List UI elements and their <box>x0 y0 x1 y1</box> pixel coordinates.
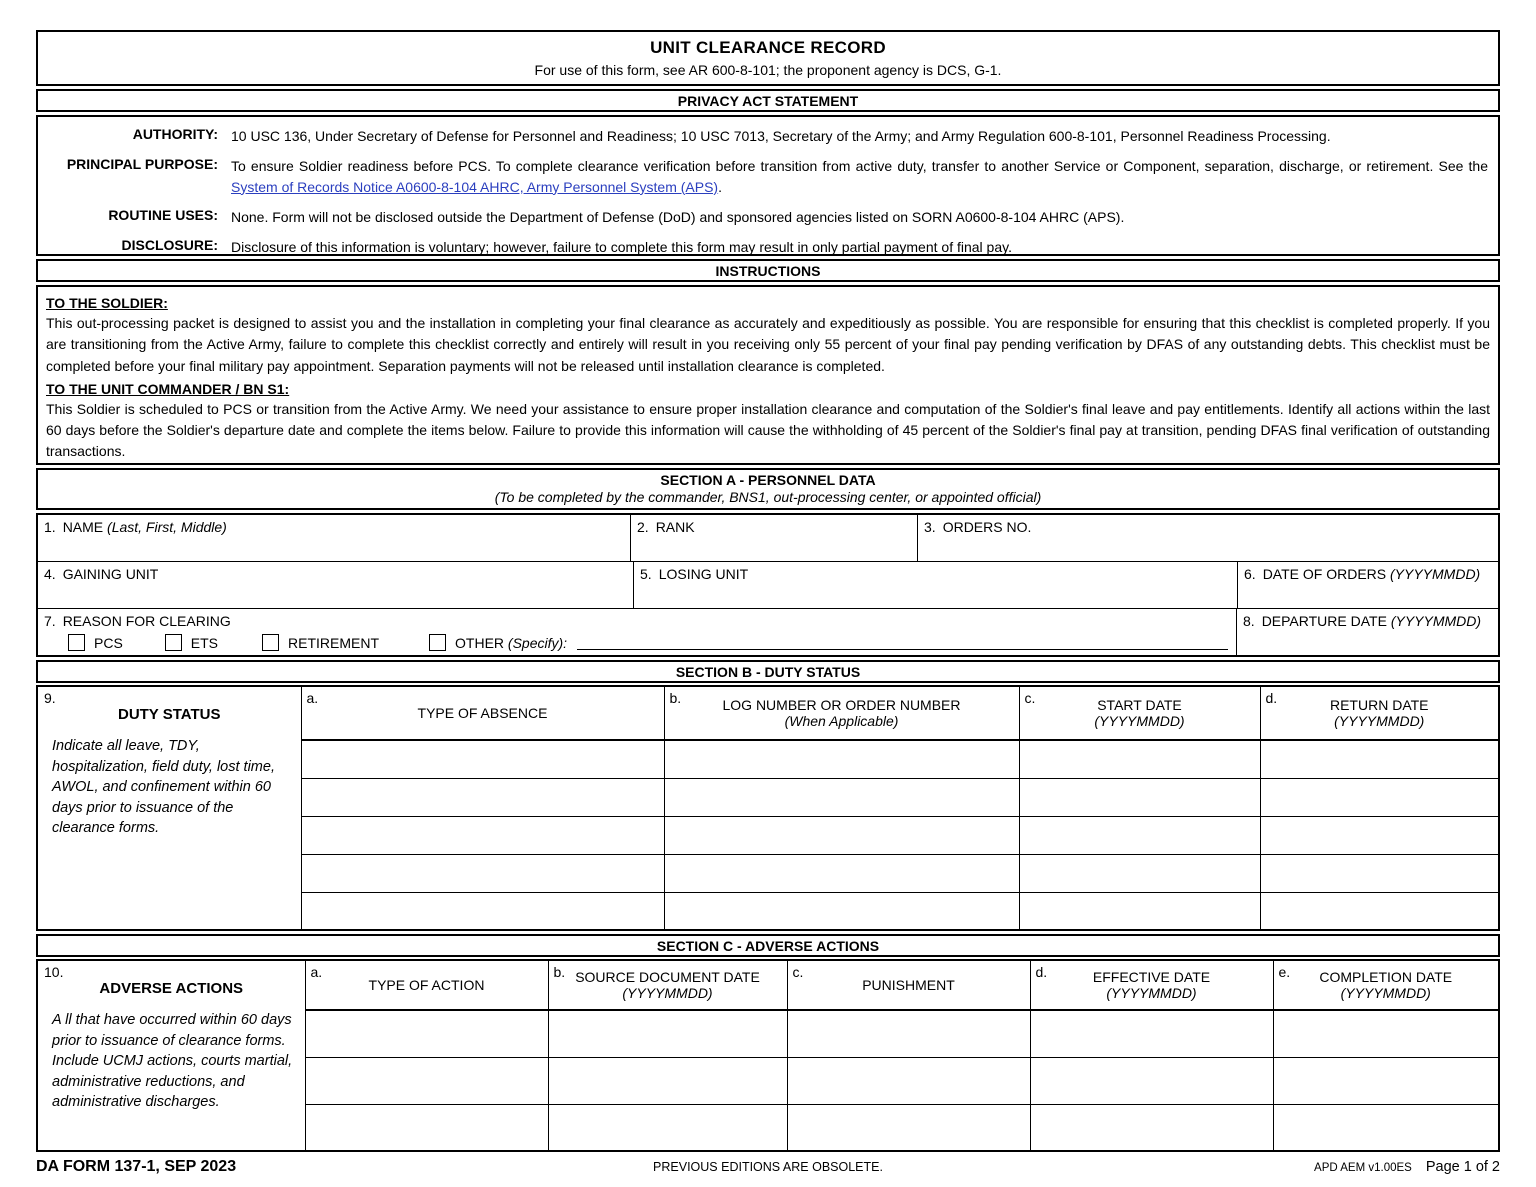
disclosure-text: Disclosure of this information is voluntary; however, failure to complete this form may result in only partial payment of final pay. <box>231 239 1012 256</box>
column-letter: c. <box>792 964 804 980</box>
column-title: TYPE OF ACTION <box>368 977 485 993</box>
duty-status-title: DUTY STATUS <box>117 706 221 723</box>
orders-no-field[interactable] <box>917 515 1498 561</box>
column-letter: b. <box>553 964 566 980</box>
field-number: 1. <box>44 519 56 535</box>
ets-checkbox[interactable] <box>165 634 182 651</box>
section-a-subtitle: (To be completed by the commander, BNS1, out-processing center, or appointed official) <box>494 489 1042 505</box>
pcs-label: PCS <box>94 634 123 651</box>
item-number: 10. <box>44 964 64 980</box>
field-number: 5. <box>640 566 652 582</box>
adverse-actions-title: ADVERSE ACTIONS <box>99 980 244 997</box>
gaining-unit-label: GAINING UNIT <box>62 566 159 582</box>
table-input-cell[interactable] <box>548 1057 787 1104</box>
date-of-orders-field[interactable] <box>1237 562 1498 608</box>
principal-purpose-label: PRINCIPAL PURPOSE: <box>66 156 218 173</box>
reason-for-clearing-field <box>38 609 1236 655</box>
column-letter: e. <box>1278 964 1291 980</box>
privacy-row-principal-purpose <box>38 156 1488 197</box>
other-option <box>429 634 567 651</box>
unit-clearance-form <box>36 30 1500 1181</box>
sorn-link[interactable]: System of Records Notice A0600-8-104 AHRC, Army Personnel System (APS) <box>231 178 719 195</box>
table-input-cell[interactable] <box>1030 1104 1273 1151</box>
table-input-cell[interactable] <box>1019 892 1260 930</box>
duty-status-description: Indicate all leave, TDY, hospitalization, field duty, lost time, AWOL, and confinement within 60 days prior to issuance of the clearance forms. <box>52 738 275 837</box>
adverse-actions-description: A ll that have occurred within 60 days prior to issuance of clearance forms. Include UCMJ actions, courts martial, administrative reductions, and administrative discharges. <box>52 1012 293 1111</box>
column-subtitle: (YYYYMMDD) <box>1334 713 1425 729</box>
table-input-cell[interactable] <box>664 816 1019 854</box>
reason-for-clearing-label: REASON FOR CLEARING <box>62 613 231 629</box>
table-input-cell[interactable] <box>1019 778 1260 816</box>
footer-right <box>1314 1159 1500 1175</box>
retirement-label: RETIREMENT <box>288 634 380 651</box>
column-subtitle: (YYYYMMDD) <box>622 985 713 1001</box>
column-subtitle: (YYYYMMDD) <box>1340 985 1431 1001</box>
gaining-unit-field[interactable] <box>38 562 633 608</box>
retirement-option <box>262 634 379 651</box>
section-b-header: SECTION B - DUTY STATUS <box>36 660 1500 683</box>
other-checkbox[interactable] <box>429 634 446 651</box>
name-label-italic: (Last, First, Middle) <box>107 519 227 535</box>
table-input-cell[interactable] <box>664 778 1019 816</box>
column-subtitle: (YYYYMMDD) <box>1106 985 1197 1001</box>
section-a-row-1 <box>38 515 1498 561</box>
ets-option <box>165 634 218 651</box>
column-title: PUNISHMENT <box>862 977 955 993</box>
pcs-option <box>68 634 123 651</box>
table-input-cell[interactable] <box>1273 1104 1499 1151</box>
column-title: TYPE OF ABSENCE <box>417 705 548 721</box>
to-the-soldier-heading: TO THE SOLDIER: <box>46 295 168 311</box>
privacy-row-disclosure <box>38 237 1488 257</box>
type-of-action-header <box>305 960 548 1010</box>
privacy-act-content <box>36 115 1500 256</box>
date-of-orders-label: DATE OF ORDERS <box>1262 566 1387 582</box>
table-input-cell[interactable] <box>664 892 1019 930</box>
losing-unit-field[interactable] <box>633 562 1237 608</box>
column-title: RETURN DATE <box>1329 697 1429 713</box>
table-input-cell[interactable] <box>305 1057 548 1104</box>
section-a-header <box>36 468 1500 510</box>
section-a-row-3 <box>38 608 1498 655</box>
table-input-cell[interactable] <box>1019 740 1260 778</box>
principal-purpose-text <box>231 156 1488 197</box>
punishment-header <box>787 960 1030 1010</box>
instructions-header: INSTRUCTIONS <box>36 259 1500 282</box>
item-number: 9. <box>44 690 56 706</box>
section-a-grid <box>36 513 1500 657</box>
column-letter: b. <box>669 690 682 706</box>
table-input-cell[interactable] <box>1260 816 1499 854</box>
table-input-cell[interactable] <box>1273 1010 1499 1057</box>
other-specify-input-line[interactable] <box>577 636 1228 650</box>
table-input-cell[interactable] <box>301 854 664 892</box>
previous-editions-note: PREVIOUS EDITIONS ARE OBSOLETE. <box>653 1160 883 1174</box>
table-input-cell[interactable] <box>305 1104 548 1151</box>
table-input-cell[interactable] <box>305 1010 548 1057</box>
form-footer <box>36 1157 1500 1181</box>
column-letter: a. <box>306 690 319 706</box>
departure-date-format: (YYYYMMDD) <box>1390 613 1482 629</box>
authority-text: 10 USC 136, Under Secretary of Defense for Personnel and Readiness; 10 USC 7013, Secretary of the Army; and Army Regulation 600-8-101, Personnel Readiness Processing. <box>231 128 1331 144</box>
departure-date-label: DEPARTURE DATE <box>1261 613 1387 629</box>
disclosure-label: DISCLOSURE: <box>121 237 218 254</box>
losing-unit-label: LOSING UNIT <box>658 566 749 582</box>
adverse-actions-table <box>36 959 1500 1152</box>
column-letter: a. <box>310 964 323 980</box>
field-number: 7. <box>44 613 56 629</box>
reason-checkbox-row <box>44 634 1230 651</box>
date-of-orders-format: (YYYYMMDD) <box>1390 566 1481 582</box>
adverse-actions-header-row <box>37 960 1499 1010</box>
routine-uses-label: ROUTINE USES: <box>108 206 218 223</box>
table-input-cell[interactable] <box>548 1104 787 1151</box>
table-input-cell[interactable] <box>1260 740 1499 778</box>
column-title: SOURCE DOCUMENT DATE <box>575 969 760 985</box>
table-input-cell[interactable] <box>1019 816 1260 854</box>
reason-for-clearing-label-line <box>44 613 1230 629</box>
to-the-soldier-text: This out-processing packet is designed to assist you and the installation in completing your final clearance as accurately and expeditiously as possible. You are responsible for ensuring that this checklist is completed properly. If you are transitioning from the Active Army, failure to complete this checklist correctly and entirely will result in you receiving only 55 percent of your final pay pending verification by DFAS of any outstanding debts. This checklist must be completed before your final military pay appointment. Separation payments will not be released until installation clearance is completed. <box>46 315 1490 374</box>
duty-status-header-row <box>37 686 1499 740</box>
column-title: LOG NUMBER OR ORDER NUMBER <box>722 697 961 713</box>
name-field[interactable] <box>38 515 630 561</box>
field-number: 8. <box>1243 613 1255 629</box>
log-number-header <box>664 686 1019 740</box>
table-input-cell[interactable] <box>787 1057 1030 1104</box>
table-input-cell[interactable] <box>301 778 664 816</box>
departure-date-field[interactable] <box>1236 609 1498 655</box>
retirement-checkbox[interactable] <box>262 634 279 651</box>
form-title: UNIT CLEARANCE RECORD <box>650 38 886 57</box>
table-input-cell[interactable] <box>1260 854 1499 892</box>
routine-uses-text: None. Form will not be disclosed outside the Department of Defense (DoD) and sponsored agencies listed on SORN A0600-8-104 AHRC (APS). <box>231 208 1125 225</box>
privacy-row-routine-uses <box>38 207 1488 227</box>
privacy-act-header: PRIVACY ACT STATEMENT <box>36 89 1500 112</box>
section-c-header: SECTION C - ADVERSE ACTIONS <box>36 934 1500 957</box>
to-the-unit-commander-heading: TO THE UNIT COMMANDER / BN S1: <box>46 380 290 397</box>
form-number: DA FORM 137-1, SEP 2023 <box>36 1158 237 1175</box>
ets-label: ETS <box>190 634 219 651</box>
table-input-cell[interactable] <box>1019 854 1260 892</box>
duty-status-label-cell <box>37 686 301 930</box>
authority-label: AUTHORITY: <box>132 126 218 142</box>
completion-date-header <box>1273 960 1499 1010</box>
principal-purpose-text-before: To ensure Soldier readiness before PCS. To complete clearance verification before transition from active duty, transfer to another Service or Component, separation, discharge, or retirement. See the <box>231 158 1488 175</box>
table-input-cell[interactable] <box>301 892 664 930</box>
table-input-cell[interactable] <box>1030 1057 1273 1104</box>
section-a-title: SECTION A - PERSONNEL DATA <box>660 472 876 488</box>
column-title: EFFECTIVE DATE <box>1092 969 1211 985</box>
column-letter: c. <box>1024 690 1036 706</box>
start-date-header <box>1019 686 1260 740</box>
name-label: NAME <box>62 519 104 535</box>
column-title: COMPLETION DATE <box>1319 969 1453 985</box>
apd-version: APD AEM v1.00ES <box>1314 1162 1412 1174</box>
pcs-checkbox[interactable] <box>68 634 85 651</box>
return-date-header <box>1260 686 1499 740</box>
field-number: 2. <box>637 519 649 535</box>
table-input-cell[interactable] <box>1273 1057 1499 1104</box>
other-specify-label: (Specify): <box>507 634 568 651</box>
field-number: 3. <box>924 519 936 535</box>
privacy-row-authority <box>38 126 1488 146</box>
field-number: 6. <box>1244 566 1256 582</box>
adverse-actions-label-cell <box>37 960 305 1151</box>
other-label: OTHER <box>455 634 505 651</box>
table-input-cell[interactable] <box>301 740 664 778</box>
table-input-cell[interactable] <box>664 740 1019 778</box>
column-subtitle: (YYYYMMDD) <box>1094 713 1185 729</box>
instructions-content <box>36 285 1500 465</box>
table-input-cell[interactable] <box>1260 778 1499 816</box>
column-title: START DATE <box>1097 697 1182 713</box>
orders-no-label: ORDERS NO. <box>942 519 1032 535</box>
table-input-cell[interactable] <box>548 1010 787 1057</box>
table-input-cell[interactable] <box>787 1010 1030 1057</box>
field-number: 4. <box>44 566 56 582</box>
page-indicator: Page 1 of 2 <box>1425 1159 1500 1175</box>
source-document-date-header <box>548 960 787 1010</box>
table-input-cell[interactable] <box>1030 1010 1273 1057</box>
rank-label: RANK <box>655 519 695 535</box>
type-of-absence-header <box>301 686 664 740</box>
table-input-cell[interactable] <box>787 1104 1030 1151</box>
table-input-cell[interactable] <box>664 854 1019 892</box>
form-header <box>36 30 1500 86</box>
rank-field[interactable] <box>630 515 917 561</box>
table-input-cell[interactable] <box>1260 892 1499 930</box>
table-input-cell[interactable] <box>301 816 664 854</box>
principal-purpose-text-after: . <box>718 178 722 195</box>
section-a-row-2 <box>38 561 1498 608</box>
column-letter: d. <box>1035 964 1048 980</box>
effective-date-header <box>1030 960 1273 1010</box>
column-subtitle: (When Applicable) <box>784 713 899 729</box>
form-subtitle: For use of this form, see AR 600-8-101; the proponent agency is DCS, G-1. <box>534 62 1002 78</box>
column-letter: d. <box>1265 690 1278 706</box>
duty-status-table <box>36 685 1500 931</box>
to-the-unit-commander-text: This Soldier is scheduled to PCS or transition from the Active Army. We need your assistance to ensure proper installation clearance and computation of the Soldier's final leave and pay entitlements. Identify all actions within the last 60 days before the Soldier's departure date and complete the items below. Failure to provide this information will cause the withholding of 45 percent of the Soldier's final pay at transition, pending DFAS final verification of outstanding transactions. <box>46 400 1490 460</box>
